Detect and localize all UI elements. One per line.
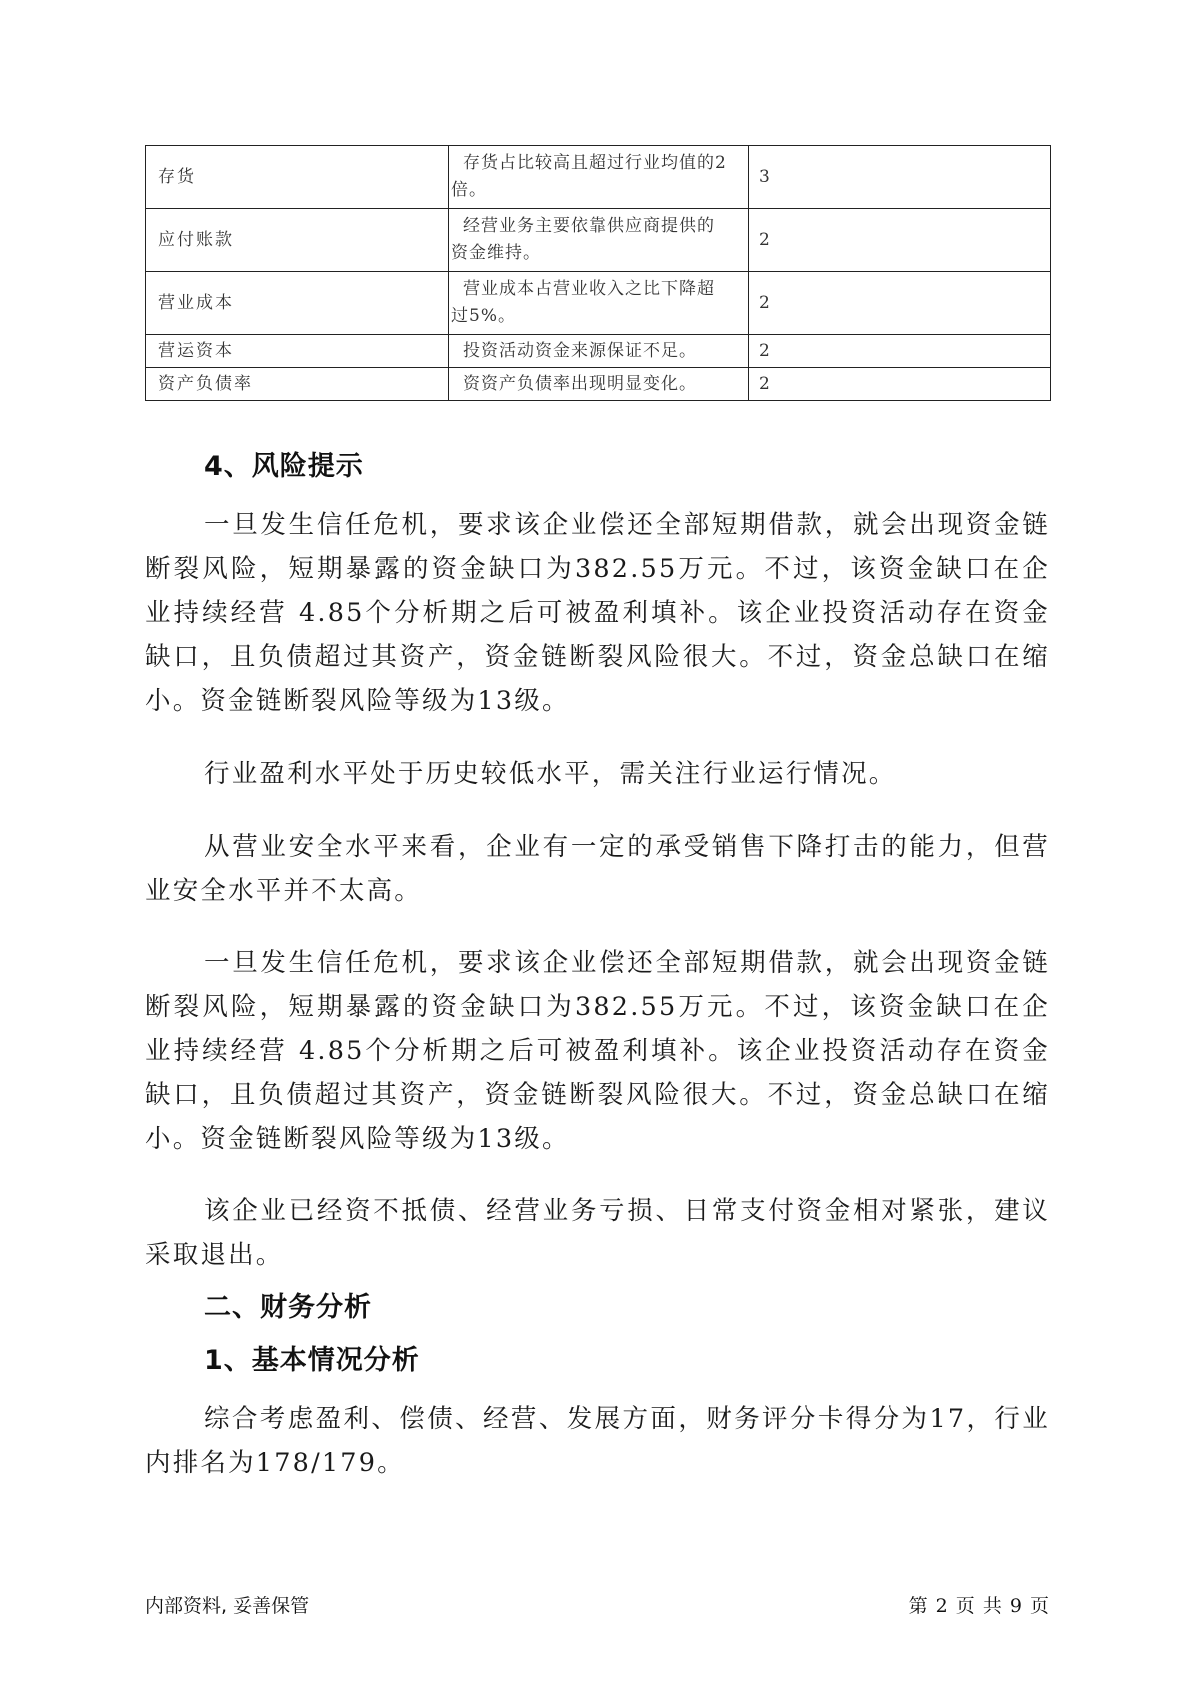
description-line: 经营业务主要依靠供应商提供的 — [463, 216, 715, 236]
table-row — [146, 146, 1051, 209]
description-line: 资资产负债率出现明显变化。 — [463, 373, 697, 394]
paragraph: 行业盈利水平处于历史较低水平，需关注行业运行情况。 — [204, 759, 897, 789]
paragraph: 综合考虑盈利、偿债、经营、发展方面，财务评分卡得分为17，行业内排名为178/179。 — [145, 1404, 1050, 1478]
description-line: 投资活动资金来源保证不足。 — [463, 340, 697, 361]
indicator-score: 3 — [749, 146, 1051, 209]
paragraph: 该企业已经资不抵债、经营业务亏损、日常支付资金相对紧张，建议采取退出。 — [145, 1196, 1050, 1270]
description-line: 资金维持。 — [451, 243, 541, 263]
indicator-description — [449, 335, 749, 368]
description-line: 倍。 — [451, 180, 487, 200]
indicator-name: 营业成本 — [146, 272, 449, 335]
description-line: 存货占比较高且超过行业均值的2 — [463, 153, 727, 173]
table-row — [146, 209, 1051, 272]
description-line: 营业成本占营业收入之比下降超 — [463, 279, 715, 299]
indicator-score: 2 — [749, 272, 1051, 335]
indicator-name: 存货 — [146, 146, 449, 209]
table-row — [146, 272, 1051, 335]
indicator-score: 2 — [749, 335, 1051, 368]
paragraph: 一旦发生信任危机，要求该企业偿还全部短期借款，就会出现资金链断裂风险，短期暴露的资金缺口为382.55万元。不过，该资金缺口在企业持续经营 4.85个分析期之后可被盈利填补。该企业投资活动存在资金缺口，且负债超过其资产，资金链断裂风险很大。不过，资金总缺口在缩小。资金链断裂风险等级为13级。 — [145, 948, 1050, 1154]
indicator-name: 资产负债率 — [146, 368, 449, 401]
table-row — [146, 335, 1051, 368]
paragraph: 一旦发生信任危机，要求该企业偿还全部短期借款，就会出现资金链断裂风险，短期暴露的资金缺口为382.55万元。不过，该资金缺口在企业持续经营 4.85个分析期之后可被盈利填补。该企业投资活动存在资金缺口，且负债超过其资产，资金链断裂风险很大。不过，资金总缺口在缩小。资金链断裂风险等级为13级。 — [145, 510, 1050, 716]
footer-confidential-note: 内部资料, 妥善保管 — [145, 1595, 310, 1617]
risk-indicator-table — [145, 145, 1051, 401]
description-line: 过5%。 — [451, 306, 516, 326]
indicator-score: 2 — [749, 209, 1051, 272]
indicator-name: 应付账款 — [146, 209, 449, 272]
footer-page-number: 第 2 页 共 9 页 — [908, 1595, 1050, 1617]
indicator-score: 2 — [749, 368, 1051, 401]
section-heading-basic-analysis: 1、基本情况分析 — [204, 1345, 420, 1376]
indicator-name: 营运资本 — [146, 335, 449, 368]
indicator-description — [449, 146, 749, 209]
indicator-description — [449, 368, 749, 401]
indicator-description — [449, 209, 749, 272]
section-heading-risk-warning: 4、风险提示 — [204, 451, 364, 482]
paragraph: 从营业安全水平来看，企业有一定的承受销售下降打击的能力，但营业安全水平并不太高。 — [145, 832, 1050, 906]
indicator-description — [449, 272, 749, 335]
table-row — [146, 368, 1051, 401]
section-heading-financial-analysis: 二、财务分析 — [204, 1292, 372, 1323]
